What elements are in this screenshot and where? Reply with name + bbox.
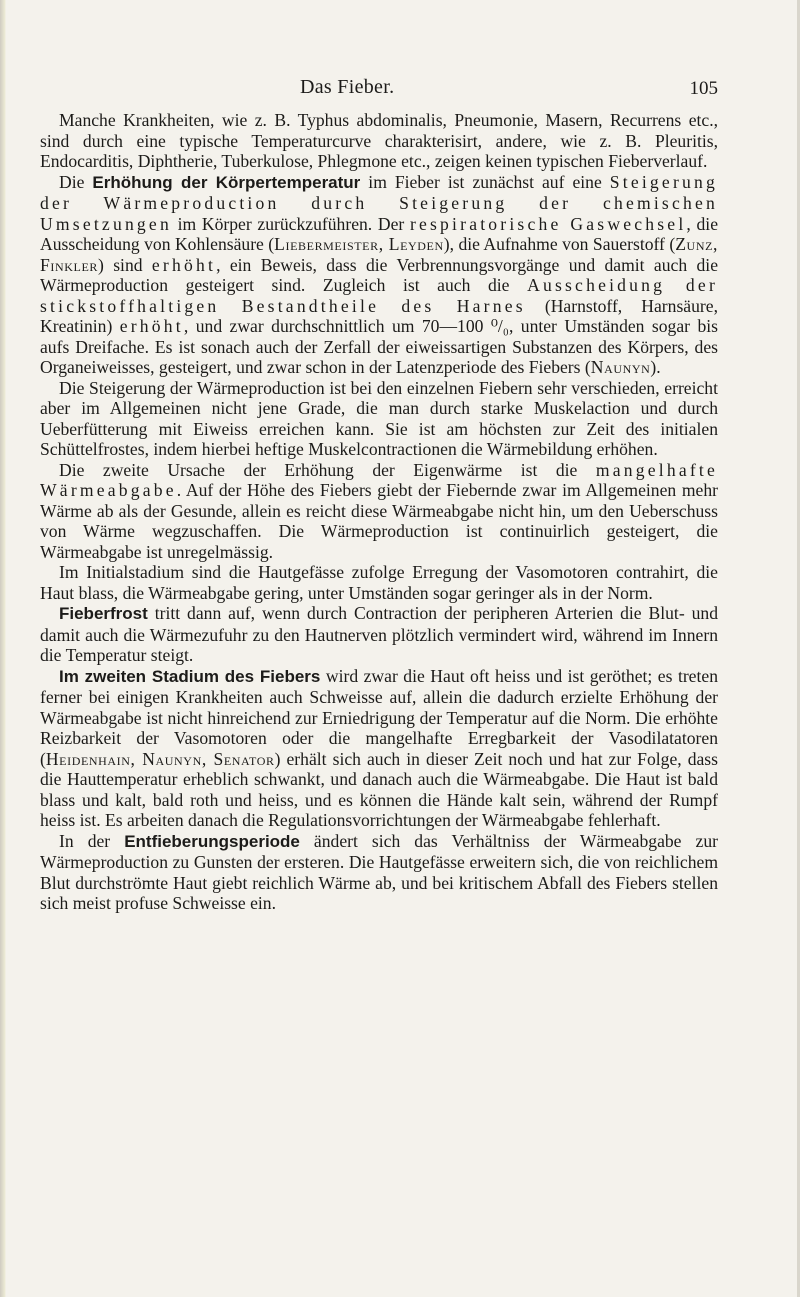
bold-heading-run: Fieberfrost bbox=[59, 604, 148, 623]
text-run: , ein Beweis, dass die Verbrennungsvorgänge und damit auch die Wärmeproduction gesteigert sind. Zugleich ist auch die bbox=[40, 254, 719, 295]
spaced-emphasis-run: respiratorische Gaswechsel bbox=[409, 213, 687, 234]
text-run: im Körper zurückzuführen. Der bbox=[171, 213, 410, 234]
running-title: Das Fieber. bbox=[300, 76, 395, 98]
bold-heading-run: Entfieberungsperiode bbox=[124, 831, 300, 851]
bold-heading-run: Erhöhung der Körpertemperatur bbox=[92, 172, 361, 192]
paragraph bbox=[40, 110, 718, 172]
text-run: ändert sich das Verhältniss der Wärmeabgabe zur Wärmeproduction zu Gunsten der ersteren. Die Hautgefässe erweitern sich, die von reichlichem Blut durchströmte Haut giebt reichlich Wärme ab, und bei kritischem Abfall des Fiebers stellen sich meist profuse Schweisse ein. bbox=[40, 830, 718, 913]
author-name-run: Naunyn bbox=[590, 357, 651, 377]
author-name-run: Liebermeister, Leyden bbox=[274, 234, 444, 254]
body-text bbox=[40, 110, 718, 914]
text-run: , die Ausscheidung von Kohlensäure ( bbox=[40, 213, 718, 254]
text-run: wird zwar die Haut oft heiss und ist geröthet; es treten ferner bei einigen Krankheiten auch Schweisse auf, allein die dadurch erzielte Erhöhung der Wärmeabgabe ist nicht hinreichend zur Erniedrigung der Temperatur auf die Norm. Die erhöhte Reizbarkeit der Vasomotoren oder die mangelhafte Erregbarkeit der Vasodilatatoren ( bbox=[40, 665, 718, 769]
text-run: Die zweite Ursache der Erhöhung der Eigenwärme ist die bbox=[59, 459, 596, 480]
page-header bbox=[258, 72, 718, 100]
author-name-run: Zunz, Finkler bbox=[40, 234, 719, 275]
text-run: Im Initialstadium sind die Hautgefässe zufolge Erregung der Vasomotoren contrahirt, die Haut blass, die Wärmeabgabe gering, unter Umständen sogar geringer als in der Norm. bbox=[40, 562, 718, 603]
text-run: ). bbox=[650, 357, 661, 377]
paragraph bbox=[40, 666, 718, 831]
spaced-emphasis-run: erhöht bbox=[119, 316, 184, 336]
text-run: (Harnstoff, Harnsäure, Kreatinin) bbox=[40, 295, 718, 336]
bold-heading-run: Im zweiten Stadium des Fiebers bbox=[59, 666, 321, 686]
text-run: tritt dann auf, wenn durch Contraction der peripheren Arterien die Blut- und damit auch die Wärmezufuhr zu den Hautnerven plötzlich vermindert wird, während im Innern die Temperatur steigt. bbox=[40, 603, 718, 665]
paragraph bbox=[40, 603, 718, 666]
spaced-emphasis-run: mangelhafte Wärmeabgabe bbox=[40, 459, 718, 500]
paragraph bbox=[40, 831, 718, 914]
paragraph bbox=[40, 460, 718, 563]
paragraph bbox=[40, 378, 718, 460]
text-run: ) erhält sich auch in dieser Zeit noch und hat zur Folge, dass die Hauttemperatur erheblich schwankt, und danach auch die Wärmeabgabe. Die Haut ist bald blass und kalt, bald roth und heiss, und es können die Hände kalt sein, während der Rumpf heiss ist. Es arbeiten danach die Regulationsvorrichtungen der Wärmeabgabe fehlerhaft. bbox=[40, 748, 719, 830]
page-left-edge bbox=[0, 0, 6, 1297]
text-run: im Fieber ist zunächst auf eine bbox=[360, 171, 610, 192]
spaced-emphasis-run: Ausscheidung der stickstoffhaltigen Bestandtheile des Harnes bbox=[40, 275, 718, 316]
paragraph bbox=[40, 172, 718, 378]
text-run: Die bbox=[59, 171, 93, 192]
paragraph bbox=[40, 562, 718, 603]
text-run: . Auf der Höhe des Fiebers giebt der Fiebernde zwar im Allgemeinen mehr Wärme ab als der Gesunde, allein es reicht diese Wärmeabgabe nicht hin, um den Ueberschuss von Wärme wegzuschaffen. Die Wärmeproduction ist continuirlich gesteigert, die Wärmeabgabe ist unregelmässig. bbox=[40, 480, 718, 562]
text-run: , und zwar durchschnittlich um 70—100 ⁰/₀, unter Umständen sogar bis aufs Dreifache. Es ist sonach auch der Zerfall der eiweissartigen Substanzen des Körpers, des Organeiweisses, gesteigert, und zwar schon in der Latenzperiode des Fiebers ( bbox=[40, 316, 718, 377]
text-run: ), die Aufnahme von Sauerstoff ( bbox=[443, 234, 676, 254]
text-run: In der bbox=[59, 830, 125, 851]
page-number: 105 bbox=[689, 78, 718, 99]
author-name-run: Heidenhain, Naunyn, Senator bbox=[45, 748, 275, 769]
spaced-emphasis-run: Steigerung der Wärmeproduction durch Steigerung der chemischen Umsetzungen bbox=[40, 171, 718, 234]
text-run: Die Steigerung der Wärmeproduction ist bei den einzelnen Fiebern sehr verschieden, erreicht aber im Allgemeinen nicht jene Grade, die man durch starke Muskelaction und durch Ueberfütterung mit Eiweiss erreichen kann. Sie ist am höchsten zur Zeit des initialen Schüttelfrostes, indem hierbei heftige Muskelcontractionen die Wärmebildung erhöhen. bbox=[40, 377, 718, 459]
spaced-emphasis-run: erhöht bbox=[151, 254, 217, 275]
text-run: Manche Krankheiten, wie z. B. Typhus abdominalis, Pneumonie, Masern, Recurrens etc., sind durch eine typische Temperaturcurve charakterisirt, andere, wie z. B. Pleuritis, Endocarditis, Diphtherie, Tuberkulose, Phlegmone etc., zeigen keinen typischen Fieberverlauf. bbox=[40, 110, 718, 171]
text-run: ) sind bbox=[97, 254, 152, 275]
